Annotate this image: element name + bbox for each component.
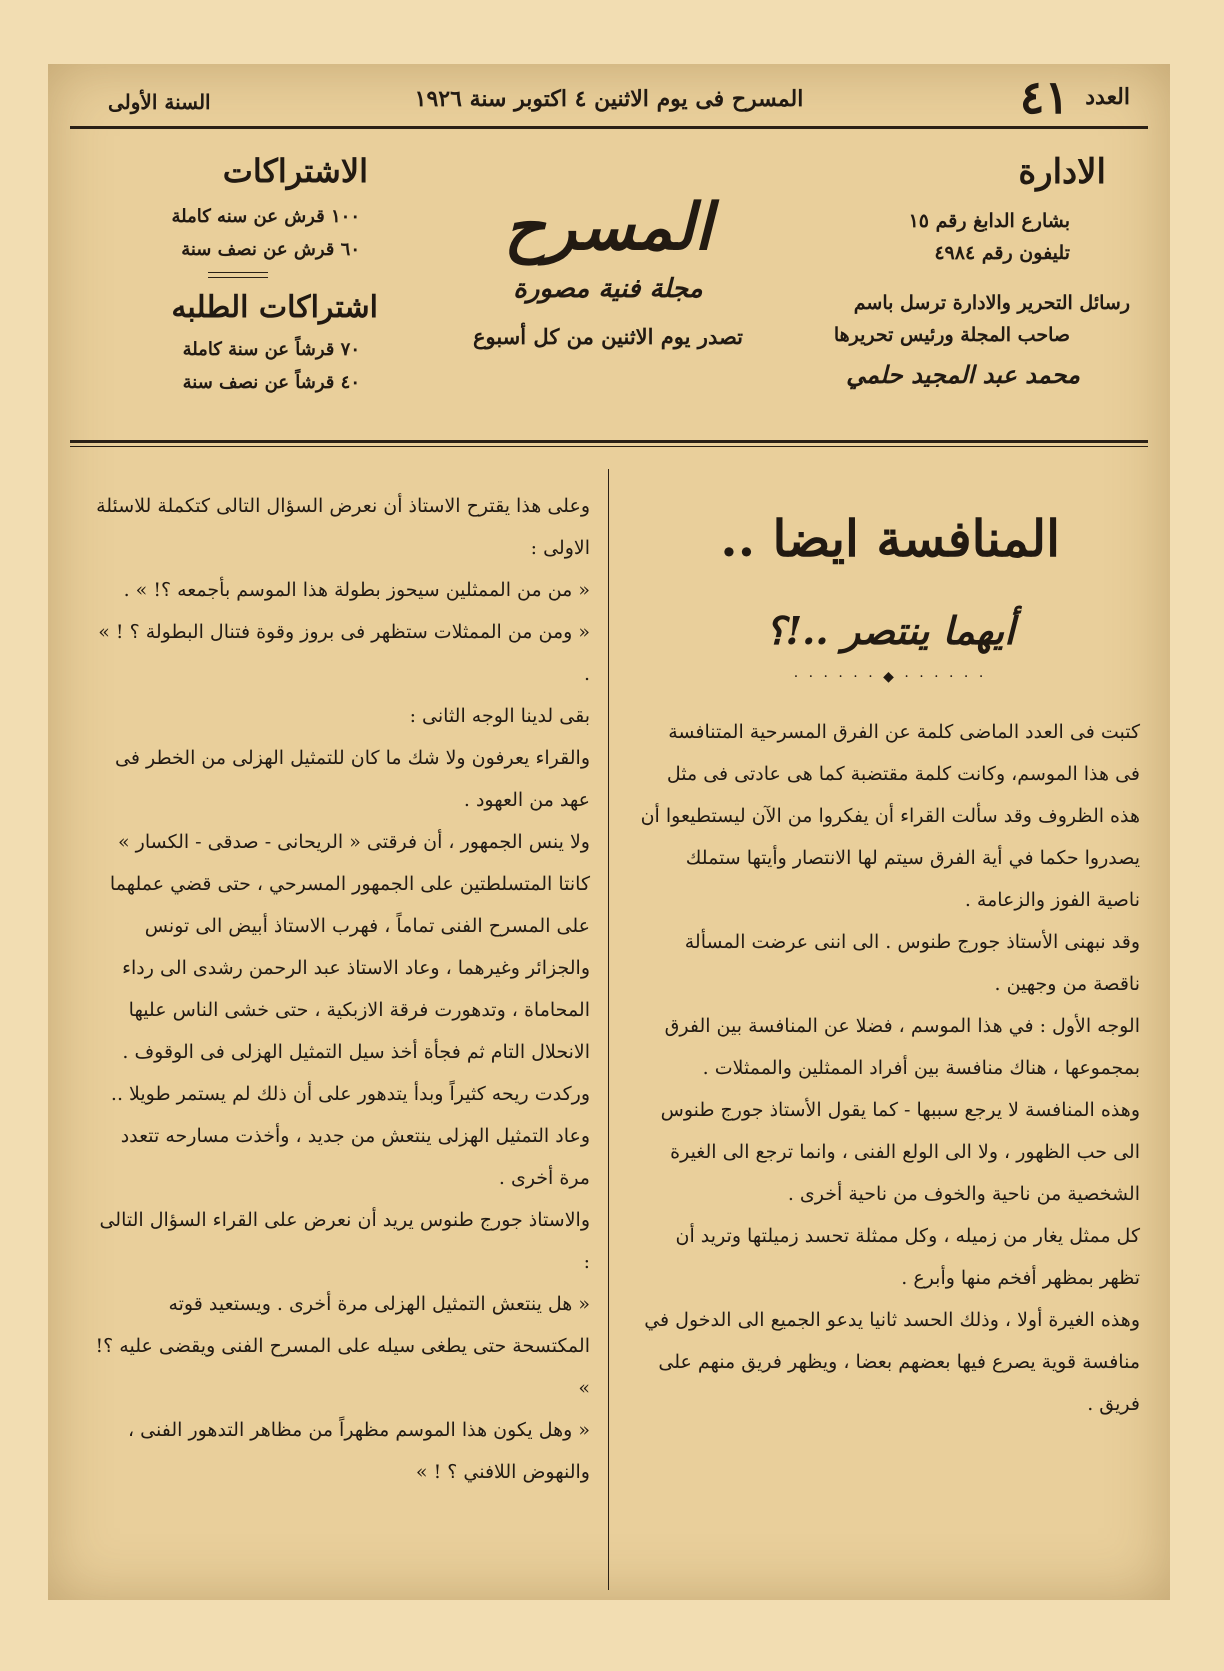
paragraph: بقى لدينا الوجه الثانى : [409,705,590,727]
subscriptions-heading: الاشتراكات [222,152,368,190]
issue-label: العدد [1085,84,1130,110]
paragraph: كتبت فى العدد الماضى كلمة عن الفرق المسرحية المتنافسة فى هذا الموسم، وكانت كلمة مقتضبة كما هى عادتى فى مثل هذه الظروف وقد سألت القراء أن يفكروا من الآن ليستطيعوا أن يصدروا حكما في أية الفرق سيتم لها الانتصار وأيتها ستملك ناصية الفوز والزعامة . [640,721,1140,911]
paragraph: وهذه المنافسة لا يرجع سببها - كما يقول الأستاذ جورج طنوس الى حب الظهور ، ولا الى الولع الفنى ، وانما ترجع الى الغيرة الشخصية من ناحية والخوف من ناحية أخرى . [660,1099,1140,1205]
top-rule [70,126,1148,129]
dateline: المسرح فى يوم الاثنين ٤ اكتوبر سنة ١٩٢٦ [414,86,804,112]
students-year: ٧٠ قرشاً عن سنة كاملة [182,339,360,360]
subscriptions-block [88,152,388,405]
quote: « وهل يكون هذا الموسم مظهراً من مظاهر التدهور الفنى ، والنهوض اللافني ؟ ! » [127,1419,590,1483]
students-half: ٤٠ قرشاً عن نصف سنة [182,372,360,393]
administration-block [830,152,1130,389]
column-divider [608,469,609,1590]
quote: « من من الممثلين سيحوز بطولة هذا الموسم بأجمعه ؟! » . [123,579,590,601]
magazine-logo: المسرح [504,190,712,265]
publication-frequency: تصدر يوم الاثنين من كل أسبوع [472,324,744,349]
paragraph: كل ممثل يغار من زميله ، وكل ممثلة تحسد زميلتها وتريد أن تظهر بمظهر أفخم منها وأبرع . [675,1225,1140,1289]
masthead-center [428,192,788,349]
article-headline: المنافسة ايضا .. [720,509,1060,568]
correspondence-line: رسائل التحرير والادارة ترسل باسم [853,292,1130,314]
quote: « هل ينتعش التمثيل الهزلى مرة أخرى . ويستعيد قوته المكتسحة حتى يطغى سيله على المسرح الفنى ويقضى عليه ؟! » [95,1293,590,1399]
year-label: السنة الأولى [108,90,211,114]
subscription-year: ١٠٠ قرش عن سنه كاملة [171,206,360,227]
newspaper-page [48,64,1170,1600]
phone-line: تليفون رقم ٤٩٨٤ [934,242,1070,264]
students-heading: اشتراكات الطلبه [171,290,378,325]
quote: « ومن من الممثلات ستظهر فى بروز وقوة فتنال البطولة ؟ ! » . [98,621,590,685]
paragraph: ولا ينس الجمهور ، أن فرقتى « الريحانى - صدقى - الكسار » كانتا المتسلطتين على الجمهور المسرحي ، حتى قضي عملهما على المسرح الفنى تماماً ، فهرب الاستاذ أبيض الى تونس والجزائر وغيرهما ، وعاد الاستاذ عبد الرحمن رشدى الى رداء المحاماة ، وتدهورت فرقة الازبكية ، حتى خشى الناس عليها الانحلال التام ثم فجأة أخذ سيل التمثيل الهزلى فى الوقوف . وركدت ريحه كثيراً وبدأ يتدهور على أن ذلك لم يستمر طويلا .. [109,831,590,1105]
paragraph: والاستاذ جورج طنوس يريد أن نعرض على القراء السؤال التالى : [99,1209,590,1273]
owner-line: صاحب المجلة ورئيس تحريرها [833,324,1070,346]
paragraph: والقراء يعرفون ولا شك ما كان للتمثيل الهزلى من الخطر فى عهد من العهود . [115,747,590,811]
masthead-rule-thin [70,446,1148,447]
top-strip [48,72,1170,130]
subscription-half: ٦٠ قرش عن نصف سنة [181,239,360,260]
paragraph: وعلى هذا يقترح الاستاذ أن نعرض السؤال التالى كتكملة للاسئلة الاولى : [96,495,590,559]
editor-name: محمد عبد المجيد حلمي [846,360,1080,389]
article-subhead: أيهما ينتصر ..!؟ [765,608,1015,653]
paragraph: وهذه الغيرة أولا ، وذلك الحسد ثانيا يدعو الجميع الى الدخول في منافسة قوية يصرع فيها بعضهم بعضا ، ويظهر فريق منهم على فريق . [644,1309,1140,1415]
administration-heading: الادارة [1018,152,1106,192]
subscriptions-divider [208,272,268,278]
left-column [90,479,590,1493]
paragraph: وعاد التمثيل الهزلى ينتعش من جديد ، وأخذت مسارحه تتعدد مرة أخرى . [120,1125,590,1189]
paragraph: وقد نبهنى الأستاذ جورج طنوس . الى اننى عرضت المسألة ناقصة من وجهين . [684,931,1140,995]
masthead-rule [70,440,1148,443]
ornament-divider: · · · · · · ◆ · · · · · · [793,669,987,685]
right-column [640,469,1140,1425]
paragraph: الوجه الأول : في هذا الموسم ، فضلا عن المنافسة بين الفرق بمجموعها ، هناك منافسة بين أفراد الممثلين والممثلات . [664,1015,1140,1079]
article-columns [48,469,1170,1600]
magazine-subtitle: مجلة فنية مصورة [513,274,703,304]
address-line: بشارع الدابغ رقم ١٥ [908,210,1070,232]
issue-number: ٤١ [1019,70,1070,124]
masthead [48,152,1170,522]
